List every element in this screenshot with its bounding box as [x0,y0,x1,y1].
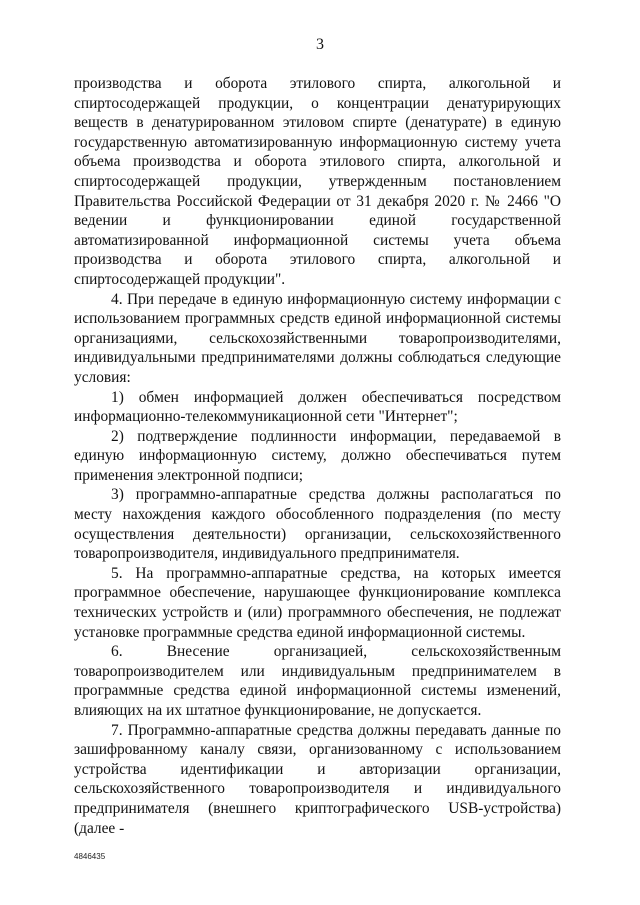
paragraph-subitem-2: 2) подтверждение подлинности информации, передаваемой в единую информационную систему, должно обеспечиваться путем применения электронной подписи; [74,427,561,484]
paragraph-subitem-1: 1) обмен информацией должен обеспечиваться посредством информационно-телекоммуникационной сети "Интернет"; [74,388,561,426]
paragraph-item-4: 4. При передаче в единую информационную систему информации с использованием программных средств единой информационной системы организациями, сельскохозяйственными товаропроизводителями, индивидуальными предпринимателями должны соблюдаться следующие условия: [74,290,561,386]
document-code: 4846435 [74,852,106,861]
paragraph-item-5: 5. На программно-аппаратные средства, на которых имеется программное обеспечение, нарушающее функционирование комплекса технических устройств и (или) программного обеспечения, не подлежат установке программные средства единой информационной системы. [74,564,561,641]
document-body [74,74,561,838]
page-number: 3 [316,36,324,53]
paragraph-item-7: 7. Программно-аппаратные средства должны передавать данные по зашифрованному каналу связи, организованному с использованием устройства идентификации и авторизации организации, сельскохозяйственного товаропроизводителя и индивидуального предпринимателя (внешнего криптографического USB-устройства) (далее - [74,721,561,837]
paragraph-subitem-3: 3) программно-аппаратные средства должны располагаться по месту нахождения каждого обособленного подразделения (по месту осуществления деятельности) организации, сельскохозяйственного товаропроизводителя, индивидуального предпринимателя. [74,486,561,563]
paragraph-item-6: 6. Внесение организацией, сельскохозяйственным товаропроизводителем или индивидуальным предпринимателем в программные средства единой информационной системы изменений, влияющих на их штатное функционирование, не допускается. [74,643,561,719]
paragraph-continuation: производства и оборота этилового спирта, алкогольной и спиртосодержащей продукции, о концентрации денатурирующих веществ в денатурированном этиловом спирте (денатурате) в единую государственную автоматизированную информационную систему учета объема производства и оборота этилового спирта, алкогольной и спиртосодержащей продукции, утвержденным постановлением Правительства Российской Федерации от 31 декабря 2020 г. № 2466 "О ведении и функционировании единой государственной автоматизированной информационной системы учета объема производства и оборота этилового спирта, алкогольной и спиртосодержащей продукции". [74,75,561,288]
